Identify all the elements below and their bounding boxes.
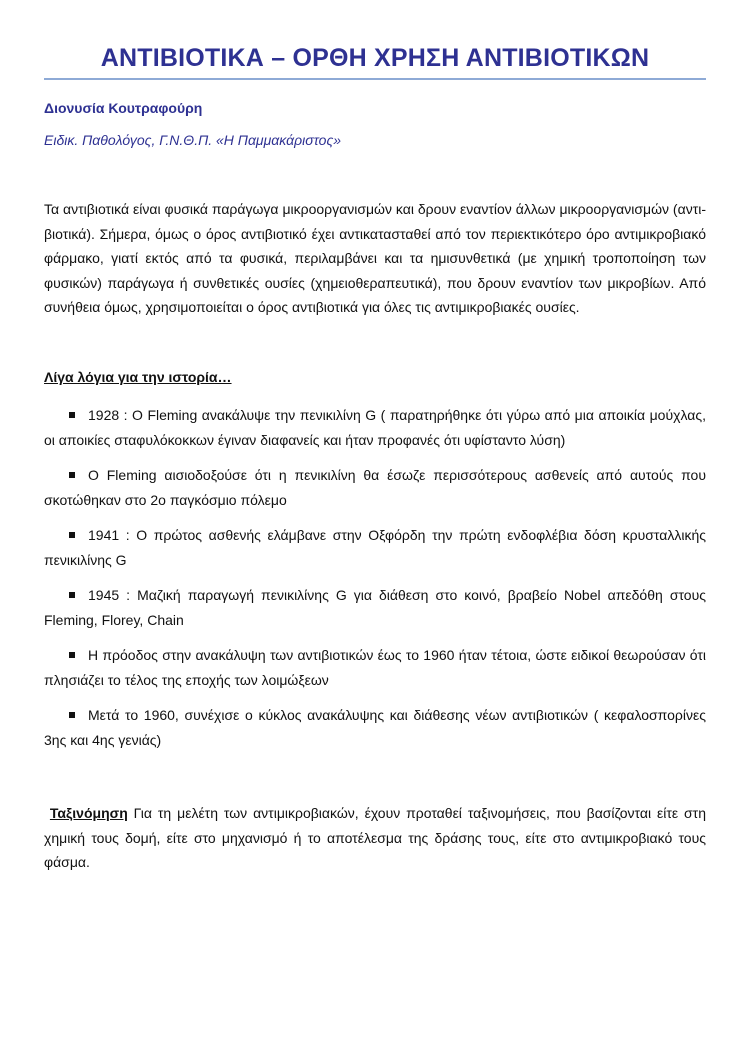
list-item-text: Ο Fleming αισιοδοξούσε ότι η πενικιλίνη θα έσωζε περισσότερους ασθενείς από αυτούς που σκοτώθηκαν στο 2ο παγκόσμιο πόλεμο — [44, 467, 706, 508]
list-item — [44, 403, 706, 452]
history-list — [44, 403, 706, 763]
list-item — [44, 703, 706, 752]
list-item-text: Μετά το 1960, συνέχισε ο κύκλος ανακάλυψης και διάθεσης νέων αντιβιοτικών ( κεφαλοσπορίνες 3ης και 4ης γενιάς) — [44, 707, 706, 748]
author-affiliation: Ειδικ. Παθολόγος, Γ.Ν.Θ.Π. «Η Παμμακάριστος» — [44, 132, 342, 148]
intro-paragraph: Τα αντιβιοτικά είναι φυσικά παράγωγα μικροοργανισμών και δρουν εναντίον άλλων μικροοργανισμών (αντι-βιοτικά). Σήμερα, όμως ο όρος αντιβιοτικό έχει αντικατασταθεί από τον περιεκτικότερο όρο αντιμικροβιακό φάρμακο, γιατί εκτός από τα φυσικά, περιλαμβάνει και τα ημισυνθετικά (με χημική τροποποίηση των φυσικών) παράγωγα ή συνθετικές ουσίες (χημειοθεραπευτικά), που δρουν εναντίον των μικροβίων. Από συνήθεια όμως, χρησιμοποιείται ο όρος αντιβιοτικά για όλες τις αντιμικροβιακές ουσίες. — [44, 201, 706, 315]
square-bullet-icon — [69, 472, 75, 478]
history-heading: Λίγα λόγια για την ιστορία… — [44, 369, 232, 385]
classification-paragraph — [44, 801, 706, 875]
square-bullet-icon — [69, 592, 75, 598]
list-item — [44, 523, 706, 572]
list-item-text: Η πρόοδος στην ανακάλυψη των αντιβιοτικών έως το 1960 ήταν τέτοια, ώστε ειδικοί θεωρούσαν ότι πλησιάζει το τέλος της εποχής των λοιμώξεων — [44, 647, 706, 688]
title-divider — [44, 78, 706, 80]
square-bullet-icon — [69, 532, 75, 538]
list-item — [44, 583, 706, 632]
square-bullet-icon — [69, 712, 75, 718]
square-bullet-icon — [69, 412, 75, 418]
document-title: ΑΝΤΙΒΙΟΤΙΚΑ – ΟΡΘΗ ΧΡΗΣΗ ΑΝΤΙΒΙΟΤΙΚΩΝ — [100, 44, 650, 72]
list-item-text: 1928 : Ο Fleming ανακάλυψε την πενικιλίνη G ( παρατηρήθηκε ότι γύρω από μια αποικία μούχλας, οι αποικίες σταφυλόκοκκων έγιναν διαφανείς και ήταν προφανές ότι υφίσταντο λύση) — [44, 407, 706, 448]
square-bullet-icon — [69, 652, 75, 658]
author-name: Διονυσία Κουτραφούρη — [44, 100, 203, 116]
list-item — [44, 463, 706, 512]
list-item-text: 1941 : Ο πρώτος ασθενής ελάμβανε στην Οξφόρδη την πρώτη ενδοφλέβια δόση κρυσταλλικής πενικιλίνης G — [44, 527, 706, 568]
list-item — [44, 643, 706, 692]
classification-text: Για τη μελέτη των αντιμικροβιακών, έχουν προταθεί ταξινομήσεις, που βασίζονται είτε στη χημική τους δομή, είτε στο μηχανισμό ή το αποτέλεσμα της δράσης τους, είτε στο αντιμικροβιακό τους φάσμα. — [44, 805, 707, 870]
list-item-text: 1945 : Μαζική παραγωγή πενικιλίνης G για διάθεση στο κοινό, βραβείο Nobel απεδόθη στους Fleming, Florey, Chain — [44, 587, 706, 628]
classification-keyword: Ταξινόμηση — [49, 805, 128, 821]
